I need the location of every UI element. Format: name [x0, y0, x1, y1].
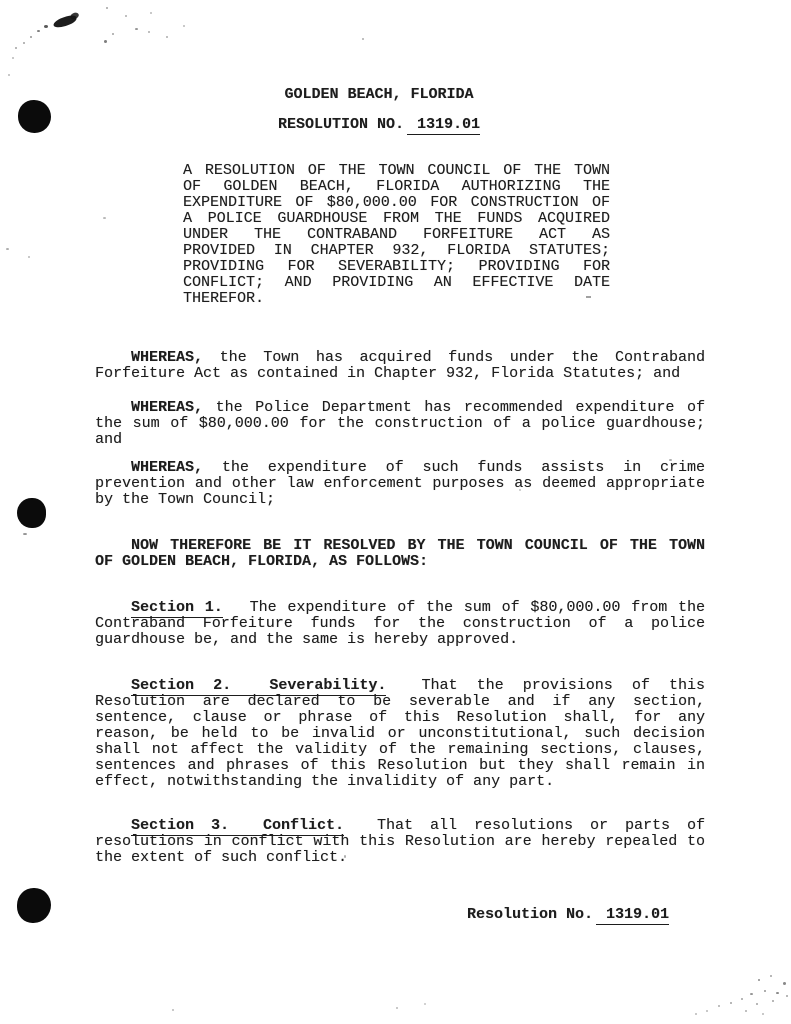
- caption-line: CONFLICT; AND PROVIDING AN EFFECTIVE DATE: [183, 274, 610, 291]
- paragraph-line: the sum of $80,000.00 for the construction of a police guardhouse;: [95, 415, 705, 432]
- document-title: GOLDEN BEACH, FLORIDA: [284, 86, 474, 103]
- scan-speck: [762, 1013, 764, 1015]
- scan-speck: [764, 990, 766, 992]
- scan-speck: [783, 982, 786, 985]
- paragraph-text: the expenditure of such funds assists in crime: [221, 459, 705, 476]
- scan-speck: [148, 31, 150, 33]
- paragraph-line: sentences and phrases of this Resolution but they shall remain in: [95, 757, 705, 774]
- paragraph-line: [95, 350, 705, 366]
- section-1-heading: Section 1.: [131, 599, 223, 616]
- scan-speck: [37, 30, 40, 32]
- scan-speck: [44, 25, 48, 28]
- scan-speck: [424, 1003, 426, 1005]
- scan-speck: [741, 998, 743, 1000]
- scan-speck: [183, 25, 185, 27]
- paragraph-line: [95, 460, 705, 476]
- section-2: [95, 678, 705, 790]
- paragraph-line: guardhouse be, and the same is hereby approved.: [95, 631, 519, 648]
- scan-speck: [770, 975, 772, 977]
- paragraph-line: prevention and other law enforcement purposes as deemed appropriate: [95, 475, 705, 492]
- section-1: [95, 600, 705, 648]
- paragraph-line: shall not affect the validity of the remaining sections, clauses,: [95, 741, 705, 758]
- whereas-lead: WHEREAS,: [131, 459, 204, 476]
- whereas-lead: WHEREAS,: [131, 349, 204, 366]
- scan-speck: [150, 12, 152, 14]
- caption-line: PROVIDING FOR SEVERABILITY; PROVIDING FOR: [183, 258, 610, 275]
- scan-speck: [172, 1009, 174, 1011]
- scan-speck: [104, 40, 107, 43]
- paragraph-line: effect, notwithstanding the invalidity of any part.: [95, 773, 555, 790]
- section-3-heading: Section 3. Conflict.: [131, 817, 344, 834]
- scan-speck: [103, 217, 106, 219]
- caption-line: PROVIDED IN CHAPTER 932, FLORIDA STATUTES;: [183, 242, 610, 259]
- scan-speck: [106, 7, 108, 9]
- resolved-clause: [95, 538, 705, 570]
- scan-speck: [772, 1000, 774, 1002]
- caption-line: OF GOLDEN BEACH, FLORIDA AUTHORIZING THE: [183, 178, 610, 195]
- paragraph-line: NOW THEREFORE BE IT RESOLVED BY THE TOWN COUNCIL OF THE TOWN: [131, 537, 705, 554]
- scan-speck: [6, 248, 9, 250]
- caption-line: EXPENDITURE OF $80,000.00 FOR CONSTRUCTION OF: [183, 194, 610, 211]
- paragraph-text: The expenditure of the sum of $80,000.00 from the: [249, 599, 705, 616]
- section-2-heading: Section 2. Severability.: [131, 677, 387, 694]
- scan-speck: [23, 42, 25, 44]
- scan-speck: [786, 995, 788, 997]
- paragraph-line: resolutions in conflict with this Resolution are hereby repealed to: [95, 833, 705, 850]
- scan-speck: [745, 1010, 747, 1012]
- scan-speck: [695, 1013, 697, 1015]
- whereas-clause-3: [95, 460, 705, 508]
- paragraph-line: [95, 678, 705, 694]
- scan-smudge: [69, 11, 80, 20]
- resolution-number-value: 1319.01: [407, 116, 480, 135]
- scan-speck: [750, 993, 753, 995]
- hole-punch-mark: [17, 888, 51, 923]
- section-3: [95, 818, 705, 866]
- scan-speck: [112, 33, 114, 35]
- paragraph-line: OF GOLDEN BEACH, FLORIDA, AS FOLLOWS:: [95, 553, 429, 570]
- scan-speck: [30, 36, 32, 38]
- scan-speck: [12, 57, 14, 59]
- caption-line: THEREFOR.: [183, 290, 265, 307]
- paragraph-line: sentence, clause or phrase of this Resolution shall, for any: [95, 709, 705, 726]
- scan-speck: [28, 256, 30, 258]
- scan-speck: [396, 1007, 398, 1009]
- document-header: [0, 87, 758, 133]
- paragraph-line: the extent of such conflict.: [95, 849, 348, 866]
- scan-speck: [8, 74, 10, 76]
- scan-speck: [23, 533, 27, 535]
- whereas-clause-2: [95, 400, 705, 448]
- scan-speck: [776, 992, 779, 994]
- resolution-number-heading: [0, 117, 758, 133]
- paragraph-line: [95, 818, 705, 834]
- caption-line: A RESOLUTION OF THE TOWN COUNCIL OF THE TOWN: [183, 162, 610, 179]
- caption-line: A POLICE GUARDHOUSE FROM THE FUNDS ACQUIRED: [183, 210, 610, 227]
- whereas-clause-1: [95, 350, 705, 382]
- footer-resolution-value: 1319.01: [596, 906, 669, 925]
- paragraph-line: and: [95, 431, 123, 448]
- whereas-lead: WHEREAS,: [131, 399, 204, 416]
- scan-speck: [756, 1003, 758, 1005]
- paragraph-text: the Police Department has recommended expenditure of: [215, 399, 705, 416]
- paragraph-line: by the Town Council;: [95, 491, 276, 508]
- scan-speck: [362, 38, 364, 40]
- footer-resolution-label: Resolution No.: [467, 906, 594, 923]
- hole-punch-mark: [17, 498, 46, 528]
- scan-speck: [758, 979, 760, 981]
- scan-speck: [135, 28, 138, 30]
- paragraph-line: Resolution are declared to be severable and if any section,: [95, 693, 705, 710]
- scan-speck: [125, 15, 127, 17]
- scan-speck: [15, 47, 17, 49]
- paragraph-text: the Town has acquired funds under the Contraband: [219, 349, 705, 366]
- paragraph-line: Forfeiture Act as contained in Chapter 932, Florida Statutes; and: [95, 365, 681, 382]
- page-footer-resolution-number: [467, 907, 669, 923]
- paragraph-text: That the provisions of this: [421, 677, 705, 694]
- paragraph-line: Contraband Forfeiture funds for the construction of a police: [95, 615, 705, 632]
- resolution-number-label: RESOLUTION NO.: [277, 116, 404, 133]
- caption-line: UNDER THE CONTRABAND FORFEITURE ACT AS: [183, 226, 610, 243]
- paragraph-line: [95, 600, 705, 616]
- scan-speck: [718, 1005, 720, 1007]
- resolution-caption-block: [183, 163, 610, 307]
- scan-speck: [166, 36, 168, 38]
- paragraph-line: reason, be held to be invalid or unconstitutional, such decision: [95, 725, 705, 742]
- paragraph-line: [95, 400, 705, 416]
- paragraph-text: That all resolutions or parts of: [377, 817, 705, 834]
- scan-speck: [730, 1002, 732, 1004]
- scan-speck: [706, 1010, 708, 1012]
